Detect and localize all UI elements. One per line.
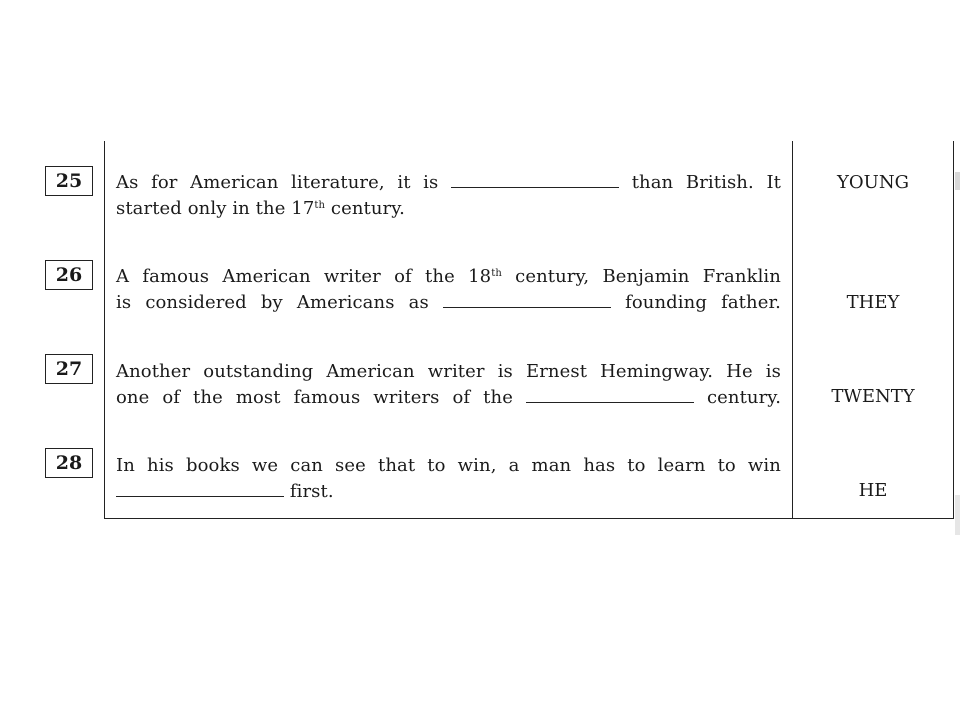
task-text-27: Another outstanding American writer is Ernest Hemingway. He is one of the most famous writers of the century. (116, 361, 782, 408)
task-number-28: 28 (45, 448, 93, 478)
task-text-25: As for American literature, it is than British. It started only in the 17th century. (116, 172, 782, 219)
task-number-27: 27 (45, 354, 93, 384)
answer-blank (116, 482, 284, 497)
answer-blank (526, 388, 694, 403)
keyword-28: HE (858, 480, 888, 501)
task-number-26: 26 (45, 260, 93, 290)
scroll-edge-mark (955, 172, 960, 190)
keyword-27: TWENTY (831, 386, 915, 407)
keyword-26: THEY (846, 292, 900, 313)
task-text-28: In his books we can see that to win, a man has to learn to win first. (116, 455, 781, 502)
task-text-26: A famous American writer of the 18th century, Benjamin Franklin is considered by Americans as founding father. (116, 266, 781, 313)
scroll-edge-mark-lower (955, 495, 960, 535)
answer-blank (443, 293, 611, 308)
column-divider (792, 141, 793, 519)
keyword-25: YOUNG (837, 172, 909, 193)
task-number-25: 25 (45, 166, 93, 196)
answer-blank (451, 173, 619, 188)
